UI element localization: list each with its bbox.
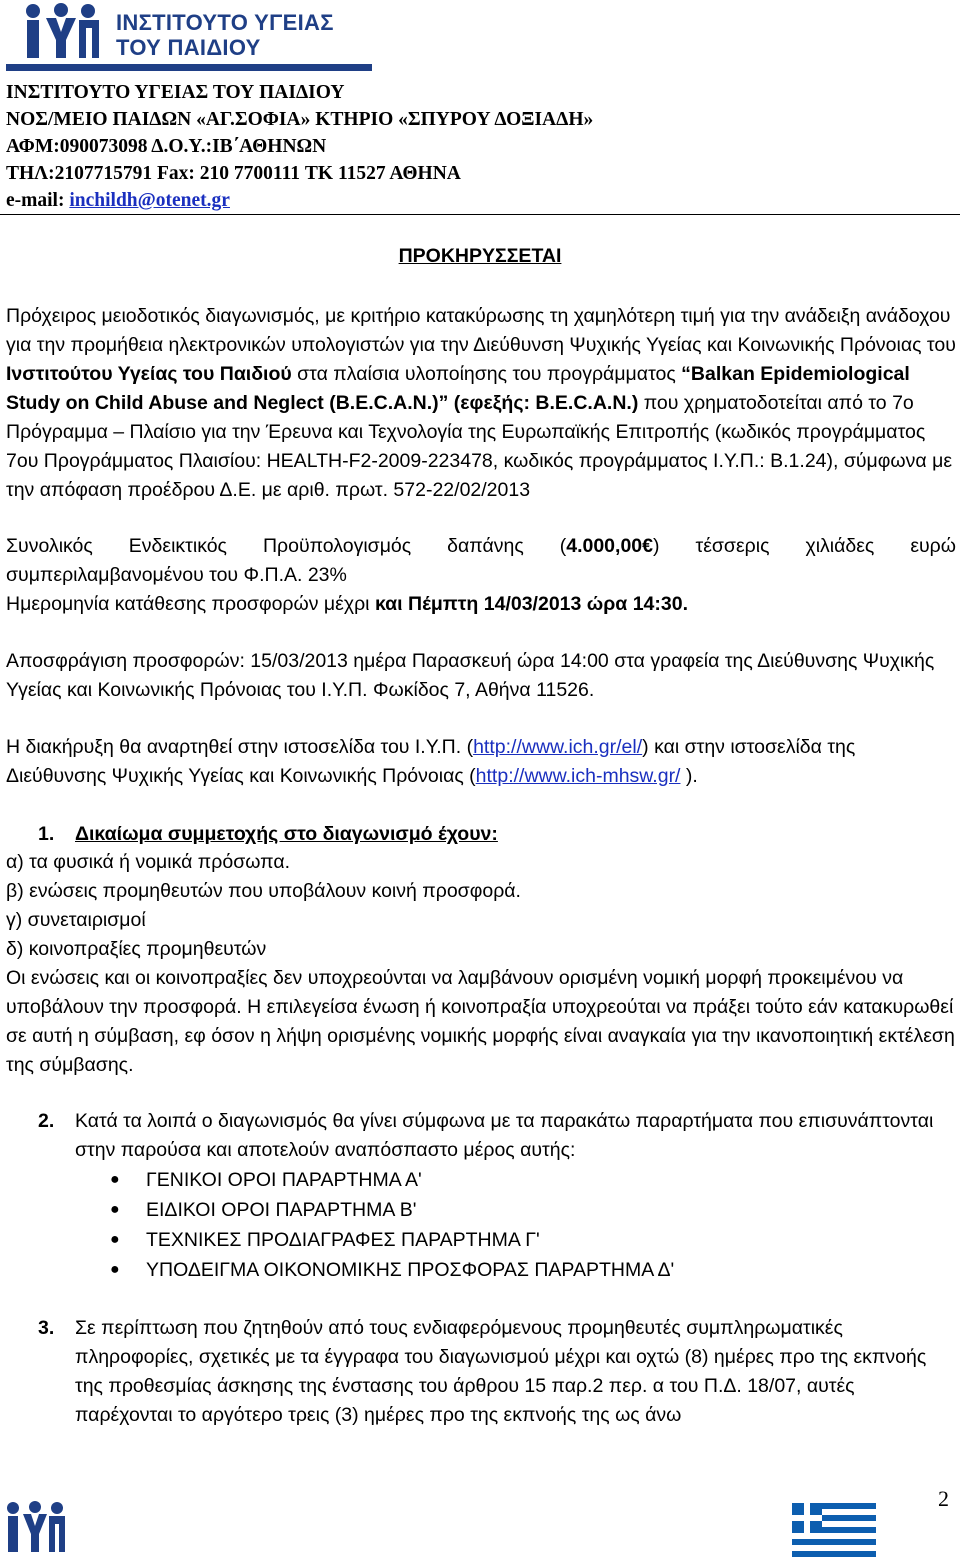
logo-line-2: ΤΟΥ ΠΑΙΔΙΟΥ — [116, 35, 261, 60]
email-label: e-mail: — [6, 190, 70, 211]
bullet-icon: ● — [110, 1231, 120, 1248]
document-title: ΠΡΟΚΗΡΥΣΣΕΤΑΙ — [398, 245, 562, 267]
header-divider — [0, 214, 960, 215]
budget-amount: 4.000,00€ — [566, 535, 653, 557]
bullet-icon: ● — [110, 1201, 120, 1218]
intro-institute-bold: Ινστιτούτου Υγείας του Παιδιού — [6, 363, 292, 385]
publication-text-c: ). — [680, 765, 698, 787]
deadline-text: Ημερομηνία κατάθεσης προσφορών μέχρι — [6, 593, 375, 615]
page-number: 2 — [938, 1486, 949, 1511]
section-1-heading: Δικαίωμα συμμετοχής στο διαγωνισμό έχουν: — [75, 823, 498, 845]
institution-building: ΝΟΣ/ΜΕΙΟ ΠΑΙΔΩΝ «ΑΓ.ΣΟΦΙΑ» ΚΤΗΡΙΟ «ΣΠΥΡΟΥ ΔΟΞΙΑΔΗ» — [6, 109, 594, 130]
budget-vat-line: συμπεριλαμβανομένου του Φ.Π.Α. 23% — [6, 564, 347, 586]
institution-details — [6, 79, 593, 214]
section-1-item-d: δ) κοινοπραξίες προμηθευτών — [6, 938, 267, 960]
institution-email-line — [6, 187, 593, 214]
annex-a-item: ΓΕΝΙΚΟΙ ΟΡΟΙ ΠΑΡΑΡΤΗΜΑ Α' — [146, 1169, 422, 1191]
bullet-icon: ● — [110, 1171, 120, 1188]
intro-text-e: που χρηματοδοτείται από το 7ο Πρόγραμμα – Πλαίσιο για την Έρευνα και Τεχνολογία της Ευρωπαϊκής Επιτροπής (κωδικός προγράμματος 7ου Προγράμματος Πλαισίου: HEALTH-F2-2009-223478, κωδικός προγράμματος Ι.Υ.Π.: Β.1.24), σύμφωνα με την απόφαση προέδρου Δ.Ε. με αριθ. πρωτ. 572-22/02/2013 — [6, 392, 953, 501]
intro-paragraph — [6, 302, 956, 505]
publication-paragraph — [6, 733, 956, 791]
section-1-item-c: γ) συνεταιρισμοί — [6, 909, 146, 931]
institute-logo — [6, 2, 376, 72]
annex-d-item: ΥΠΟΔΕΙΓΜΑ ΟΙΚΟΝΟΜΙΚΗΣ ΠΡΟΣΦΟΡΑΣ ΠΑΡΑΡΤΗΜΑ Δ' — [146, 1259, 675, 1281]
logo-underline — [6, 64, 372, 71]
logo-wordmark — [116, 10, 334, 60]
publication-text-a: Η διακήρυξη θα αναρτηθεί στην ιστοσελίδα του Ι.Υ.Π. ( — [6, 736, 474, 758]
intro-text-c: στα πλαίσια υλοποίησης του προγράμματος — [291, 363, 682, 385]
budget-text-c: ) τέσσερις χιλιάδες ευρώ — [653, 535, 956, 557]
section-1-item-b: β) ενώσεις προμηθευτών που υποβάλουν κοινή προσφορά. — [6, 880, 521, 902]
institution-phone: ΤΗΛ:2107715791 Fax: 210 7700111 ΤΚ 11527 ΑΘΗΝΑ — [6, 163, 461, 184]
deadline-date: και Πέμπτη 14/03/2013 ώρα 14:30. — [374, 593, 689, 615]
email-link[interactable]: inchildh@otenet.gr — [69, 190, 230, 211]
footer-logo-icon — [4, 1500, 66, 1556]
publication-text-b: ) και στην ιστοσελίδα της Διεύθυνσης Ψυχικής Υγείας και Κοινωνικής Πρόνοιας ( — [6, 736, 856, 787]
section-1-number: 1. — [38, 823, 55, 845]
budget-line — [6, 532, 956, 561]
institution-name: ΙΝΣΤΙΤΟΥΤΟ ΥΓΕΙΑΣ ΤΟΥ ΠΑΙΔΙΟΥ — [6, 82, 345, 103]
greek-flag-icon — [792, 1503, 876, 1557]
section-2-text: Κατά τα λοιπά ο διαγωνισμός θα γίνει σύμφωνα με τα παρακάτω παραρτήματα που επισυνάπτονται στην παρούσα και αποτελούν αναπόσπαστο μέρος αυτής: — [75, 1110, 934, 1161]
section-1-item-a: α) τα φυσικά ή νομικά πρόσωπα. — [6, 851, 291, 873]
intro-text-a: Πρόχειρος μειοδοτικός διαγωνισμός, με κριτήριο κατακύρωσης τη χαμηλότερη τιμή για την ανάδειξη ανάδοχου για την προμήθεια ηλεκτρονικών υπολογιστών για την Διεύθυνση Ψυχικής Υγείας και Κοινωνικής Πρόνοιας του — [6, 305, 956, 356]
bullet-icon: ● — [110, 1261, 120, 1278]
annex-c-item: ΤΕΧΝΙΚΕΣ ΠΡΟΔΙΑΓΡΑΦΕΣ ΠΑΡΑΡΤΗΜΑ Γ' — [146, 1229, 540, 1251]
intro-programme-bold: “Balkan Epidemiological Study on Child Abuse and Neglect (B.E.C.A.N.)” (εφεξής: B.E.C.A.N.) — [6, 363, 910, 414]
institution-tax-id: ΑΦΜ:090073098 Δ.Ο.Υ.:ΙΒ΄ΑΘΗΝΩΝ — [6, 136, 327, 157]
section-1-note: Οι ενώσεις και οι κοινοπραξίες δεν υποχρεούνται να λαμβάνουν ορισμένη νομική μορφή προκειμένου να υποβάλουν την προσφορά. Η επιλεγείσα ένωση ή κοινοπραξία υποχρεούται να πράξει τούτο εάν κατακυρωθεί σε αυτή η σύμβαση, εφ όσον η λήψη ορισμένης νομικής μορφής είναι αναγκαία για την ικανοποιητική εκτέλεση της σύμβασης. — [6, 967, 955, 1076]
annex-b-item: ΕΙΔΙΚΟΙ ΟΡΟΙ ΠΑΡΑΡΤΗΜΑ Β' — [146, 1199, 417, 1221]
ich-website-link[interactable]: http://www.ich.gr/el/ — [473, 736, 643, 758]
opening-paragraph: Αποσφράγιση προσφορών: 15/03/2013 ημέρα Παρασκευή ώρα 14:00 στα γραφεία της Διεύθυνσης Ψυχικής Υγείας και Κοινωνικής Πρόνοιας του Ι.Υ.Π. Φωκίδος 7, Αθήνα 11526. — [6, 650, 935, 701]
iyp-logo-icon — [22, 2, 100, 62]
mhsw-website-link[interactable]: http://www.ich-mhsw.gr/ — [475, 765, 681, 787]
deadline-line — [6, 590, 956, 619]
section-3-text: Σε περίπτωση που ζητηθούν από τους ενδιαφερόμενους προμηθευτές συμπληρωματικές πληροφορίες, σχετικές με τα έγγραφα του διαγωνισμού μέχρι και οχτώ (8) ημέρες προ της εκπνοής της προθεσμίας άσκησης της ένστασης του άρθρου 15 παρ.2 περ. α του Π.Δ. 18/07, αυτές παρέχονται το αργότερο τρεις (3) ημέρες προ της εκπνοής της ως άνω — [75, 1317, 927, 1426]
logo-line-1: ΙΝΣΤΙΤΟΥΤΟ ΥΓΕΙΑΣ — [116, 10, 334, 35]
budget-text-a: Συνολικός Ενδεικτικός Προϋπολογισμός δαπάνης ( — [6, 535, 567, 557]
section-2-number: 2. — [38, 1110, 55, 1132]
section-3-number: 3. — [38, 1317, 55, 1339]
